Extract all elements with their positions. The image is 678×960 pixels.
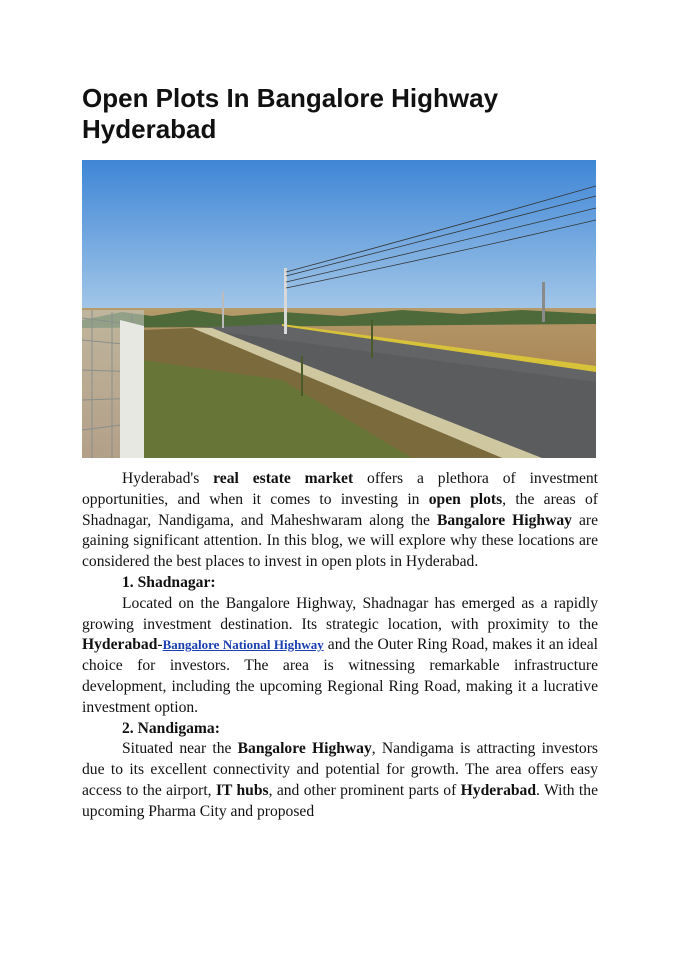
text-run: Situated near the xyxy=(122,740,238,758)
keyword-real-estate-market: real estate market xyxy=(213,470,354,487)
text-run: offers a plethora of investment opportunities, and when it comes to investing in xyxy=(82,470,599,508)
nandigama-paragraph xyxy=(82,739,598,822)
section-heading-shadnagar: 1. Shadnagar: xyxy=(122,573,216,591)
keyword-hyderabad: Hyderabad xyxy=(460,781,537,799)
text-run: , the areas of Shadnagar, Nandigama, and Maheshwaram along the xyxy=(82,490,598,529)
text-run: Hyderabad's xyxy=(122,470,214,487)
shadnagar-paragraph xyxy=(82,594,598,719)
hero-image xyxy=(82,160,596,458)
keyword-open-plots: open plots xyxy=(428,490,503,508)
keyword-bangalore-highway: Bangalore Highway xyxy=(436,511,572,529)
text-run: , and other prominent parts of xyxy=(268,781,461,799)
text-run: . With the upcoming Pharma City and proposed xyxy=(82,781,598,820)
text-run: and the Outer Ring Road, makes it an ideal choice for investors. The area is witnessing remarkable infrastructure development, including the upcoming Regional Ring Road, making it a lucrative investment option. xyxy=(82,636,598,716)
text-run: - xyxy=(157,636,163,654)
keyword-it-hubs: IT hubs xyxy=(215,781,269,799)
bangalore-national-highway-link[interactable]: Bangalore National Highway xyxy=(162,637,324,653)
text-run: , Nandigama is attracting investors due to its excellent connectivity and potential for growth. The area offers easy access to the airport, xyxy=(82,740,598,799)
keyword-hyderabad: Hyderabad xyxy=(82,636,158,654)
text-run: Located on the Bangalore Highway, Shadnagar has emerged as a rapidly growing investment destination. Its strategic location, with proximity to the xyxy=(82,594,598,633)
section-heading-nandigama: 2. Nandigama: xyxy=(122,719,220,737)
keyword-bangalore-highway: Bangalore Highway xyxy=(237,740,372,758)
page-title: Open Plots In Bangalore Highway Hyderabad xyxy=(82,83,499,144)
text-run: are gaining significant attention. In this blog, we will explore why these locations are considered the best places to invest in open plots in Hyderabad. xyxy=(82,511,599,571)
intro-paragraph xyxy=(82,469,598,573)
highway-plots-photo xyxy=(82,160,596,458)
article-body xyxy=(82,469,598,823)
